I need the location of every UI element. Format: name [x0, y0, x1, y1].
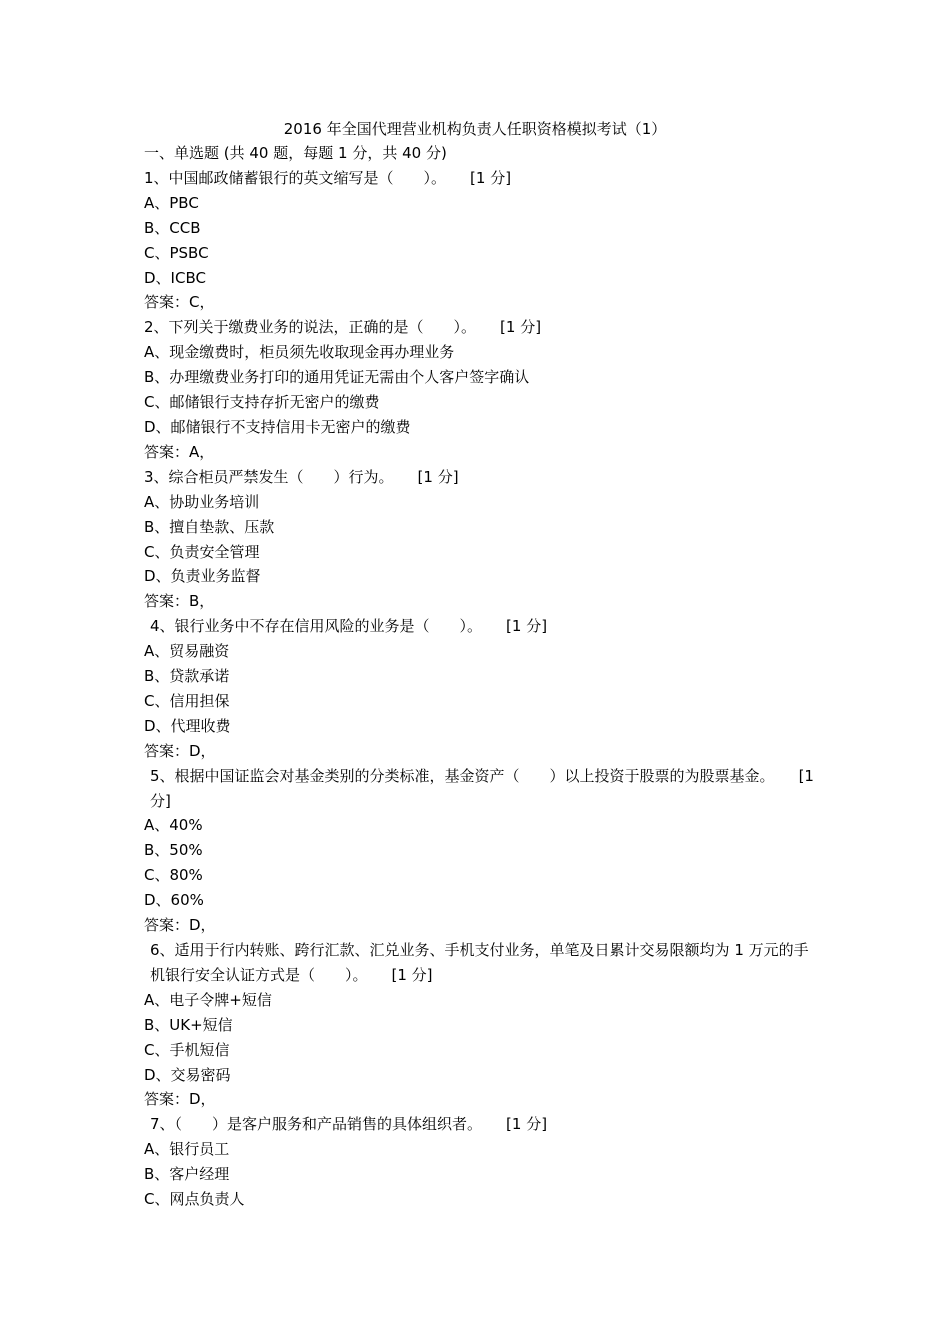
question-6-option-d: D、交易密码 [144, 1065, 231, 1084]
question-2-stem [144, 315, 814, 340]
question-score: [1 分] [470, 168, 512, 187]
question-score: [1 分] [417, 467, 459, 486]
question-5-option-d: D、60% [144, 891, 204, 910]
question-5-stem [144, 764, 814, 814]
question-score: [1 分] [500, 318, 542, 337]
question-6-option-a: A、电子令牌+短信 [144, 990, 272, 1009]
question-stem-text: 3、综合柜员严禁发生（ ）行为。 [144, 467, 394, 486]
question-4-option-a: A、贸易融资 [144, 642, 230, 661]
question-7-option-b: B、客户经理 [144, 1165, 230, 1184]
question-1-stem [144, 166, 814, 191]
question-1-option-d: D、ICBC [144, 268, 206, 287]
question-7-option-c: C、网点负责人 [144, 1190, 245, 1209]
question-5-option-c: C、80% [144, 866, 203, 885]
question-6-stem [144, 938, 814, 988]
question-stem-text: 1、中国邮政储蓄银行的英文缩写是（ ）。 [144, 168, 447, 187]
question-3-option-a: A、协助业务培训 [144, 492, 260, 511]
question-2-option-b: B、办理缴费业务打印的通用凭证无需由个人客户签字确认 [144, 368, 530, 387]
document-title: 2016 年全国代理营业机构负责人任职资格模拟考试（1） [283, 120, 667, 138]
question-4-answer: 答案：D， [144, 741, 216, 760]
question-1-option-a: A、PBC [144, 193, 199, 212]
question-1-answer: 答案：C， [144, 293, 215, 312]
question-4-option-c: C、信用担保 [144, 691, 230, 710]
question-4-option-d: D、代理收费 [144, 716, 231, 735]
question-stem-text: 2、下列关于缴费业务的说法，正确的是（ ）。 [144, 318, 477, 337]
question-2-answer: 答案：A， [144, 442, 215, 461]
section-header: 一、单选题 (共 40 题，每题 1 分，共 40 分) [144, 144, 447, 162]
question-5-option-b: B、50% [144, 841, 203, 860]
question-stem-text: 4、银行业务中不存在信用风险的业务是（ ）。 [150, 617, 483, 636]
question-7-option-a: A、银行员工 [144, 1140, 230, 1159]
question-stem-text: 5、根据中国证监会对基金类别的分类标准，基金资产（ ）以上投资于股票的为股票基金。 [150, 766, 775, 785]
question-score: [1 分] [506, 617, 548, 636]
question-stem-text: 6、适用于行内转账、跨行汇款、汇兑业务、手机支付业务，单笔及日累计交易限额均为 1 万元的手机银行安全认证方式是（ ）。 [150, 941, 809, 984]
question-4-stem [144, 614, 814, 639]
question-3-option-b: B、擅自垫款、压款 [144, 517, 275, 536]
question-3-stem [144, 465, 814, 490]
question-7-stem [144, 1112, 814, 1137]
question-3-option-d: D、负责业务监督 [144, 567, 261, 586]
question-6-option-b: B、UK+短信 [144, 1015, 233, 1034]
question-6-answer: 答案：D， [144, 1090, 216, 1109]
question-score: [1 分] [391, 965, 433, 984]
question-1-option-c: C、PSBC [144, 243, 209, 262]
question-2-option-a: A、现金缴费时，柜员须先收取现金再办理业务 [144, 343, 455, 362]
question-score: [1 分] [150, 766, 814, 810]
question-3-answer: 答案：B， [144, 592, 215, 611]
question-3-option-c: C、负责安全管理 [144, 542, 260, 561]
question-4-option-b: B、贷款承诺 [144, 667, 230, 686]
question-score: [1 分] [506, 1115, 548, 1134]
question-stem-text: 7、（ ）是客户服务和产品销售的具体组织者。 [150, 1115, 483, 1134]
question-1-option-b: B、CCB [144, 218, 201, 237]
question-5-answer: 答案：D， [144, 916, 216, 935]
question-2-option-c: C、邮储银行支持存折无密户的缴费 [144, 393, 380, 412]
question-2-option-d: D、邮储银行不支持信用卡无密户的缴费 [144, 417, 411, 436]
document-body [144, 141, 814, 1212]
question-5-option-a: A、40% [144, 816, 203, 835]
question-6-option-c: C、手机短信 [144, 1040, 230, 1059]
